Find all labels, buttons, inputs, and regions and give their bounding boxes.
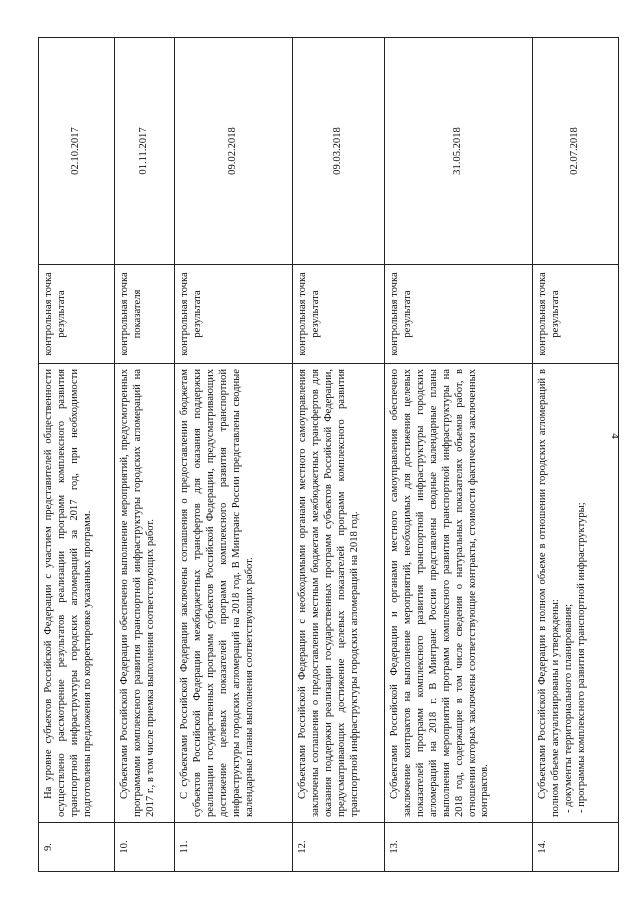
list-item: - документы территориального планирования; [562,603,574,813]
table-row [175,38,293,872]
rotated-page [38,82,618,872]
row-number: 12. [293,823,385,872]
row-number: 9. [39,823,115,872]
table-row [115,38,175,872]
page-number: 4 [608,433,621,439]
table-row [533,38,619,872]
row-type: контрольная точка результата [175,265,293,364]
row-date: 31.05.2018 [385,38,533,265]
row-type: контрольная точка результата [533,265,619,364]
row-description: Субъектами Российской Федерации в полном объеме в отношении городских агломераций в полном объеме актуализированы и утверждены: - документы территориального планирования; - программы комплексного развития транспортной инфраструктуры; [533,364,619,823]
row-type: контрольная точка показателя [115,265,175,364]
row-date: 09.03.2018 [293,38,385,265]
row-number: 10. [115,823,175,872]
row-description: Субъектами Российской Федерации и органами местного самоуправления обеспечено заключение контрактов на выполнение мероприятий, необходимых для достижения целевых показателей программ комплексного развития транспортной инфраструктуры городских агломераций на 2018 г. В Минтранс России представлены сводные календарные планы выполнения мероприятий программ комплексного развития транспортной инфраструктуры на 2018 год, содержащие в том числе сведения о натуральных показателях объемов работ, в отношении которых заключены соответствующие контракты, стоимости фактически заключенных контрактов. [385,364,533,823]
row-date: 01.11.2017 [115,38,175,265]
row-description: Субъектами Российской Федерации с необходимыми органами местного самоуправления заключены соглашения о предоставлении местным бюджетам межбюджетных трансфертов для оказания поддержки реализации государственных программ субъектов Российской Федерации, предусматривающих достижение целевых показателей программ комплексного развития транспортной инфраструктуры городских агломераций на 2018 год. [293,364,385,823]
row-number: 13. [385,823,533,872]
row-description: С субъектами Российской Федерации заключены соглашения о предоставлении бюджетам субъектов Российской Федерации межбюджетных трансфертов для оказания поддержки реализации государственных программ субъектов Российской Федерации, предусматривающих достижение целевых показателей программ комплексного развития транспортной инфраструктуры городских агломераций на 2018 год. В Минтранс России представлены сводные календарные планы выполнения соответствующих работ. [175,364,293,823]
row-number: 11. [175,823,293,872]
row-type: контрольная точка результата [39,265,115,364]
table-row [293,38,385,872]
row-description: На уровне субъектов Российской Федерации с участием представителей общественности осуществлено рассмотрение результатов реализации программ комплексного развития транспортной инфраструктуры городских агломераций за 2017 год, при необходимости подготовлены предложения по корректировке указанных программ. [39,364,115,823]
row-number: 14. [533,823,619,872]
table-row [385,38,533,872]
row-date: 09.02.2018 [175,38,293,265]
row-date: 02.07.2018 [533,38,619,265]
list-item: - программы комплексного развития транспортной инфраструктуры; [575,502,587,813]
row-type: контрольная точка результата [293,265,385,364]
row-type: контрольная точка результата [385,265,533,364]
milestones-table [38,37,619,872]
table-row [39,38,115,872]
row-description: Субъектами Российской Федерации обеспечено выполнение мероприятий, предусмотренных программами комплексного развития транспортной инфраструктуры городских агломераций на 2017 г., в том числе приемка выполнения соответствующих работ. [115,364,175,823]
row-date: 02.10.2017 [39,38,115,265]
